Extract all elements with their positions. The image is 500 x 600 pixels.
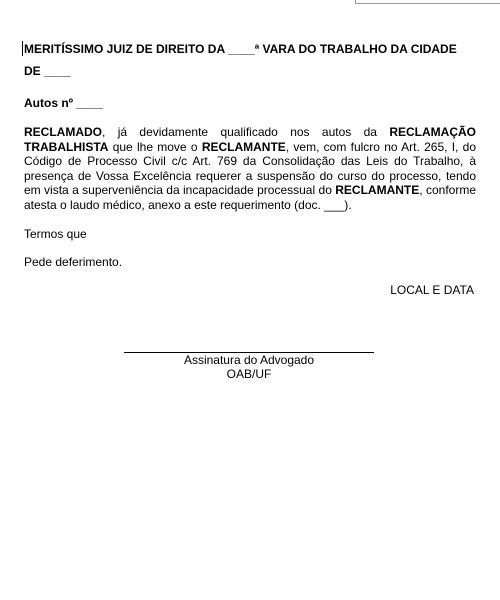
body-text-4: , conforme atesta o laudo médico, anexo a este requerimento (doc. ___). <box>24 183 476 212</box>
document-page <box>24 38 476 298</box>
body-party-reclamante: RECLAMANTE <box>201 139 286 154</box>
body-text-2: que lhe move o <box>108 139 202 154</box>
body-text-1: , já devidamente qualificado nos autos da <box>102 125 390 139</box>
page-corner-frame <box>355 0 500 4</box>
body-party-reclamante-2: RECLAMANTE <box>335 183 420 197</box>
text-cursor <box>22 41 23 56</box>
signature-name: Assinatura do Advogado <box>183 353 315 367</box>
body-party-reclamado: RECLAMADO <box>24 125 102 139</box>
signature-block <box>124 352 374 381</box>
body-action-type: RECLAMAÇÃO TRABALHISTA <box>24 125 476 154</box>
case-number: Autos nº ____ <box>24 96 104 110</box>
signature-oab: OAB/UF <box>226 367 272 381</box>
court-address <box>24 38 476 82</box>
closing-termos: Termos que <box>24 227 87 241</box>
local-and-date: LOCAL E DATA <box>390 283 474 297</box>
closing-deferimento: Pede deferimento. <box>24 255 123 269</box>
petition-body <box>24 125 476 212</box>
court-address-text: MERITÍSSIMO JUIZ DE DIREITO DA ____ª VARA DO TRABALHO DA CIDADE DE ____ <box>24 42 457 78</box>
body-text-3: , vem, com fulcro no Art. 265, I, do Código de Processo Civil c/c Art. 769 da Consolidação das Leis do Trabalho, à presença de Vossa Excelência requerer a suspensão do curso do processo, tendo em vista a superveniência da incapacidade processual do <box>24 139 476 197</box>
